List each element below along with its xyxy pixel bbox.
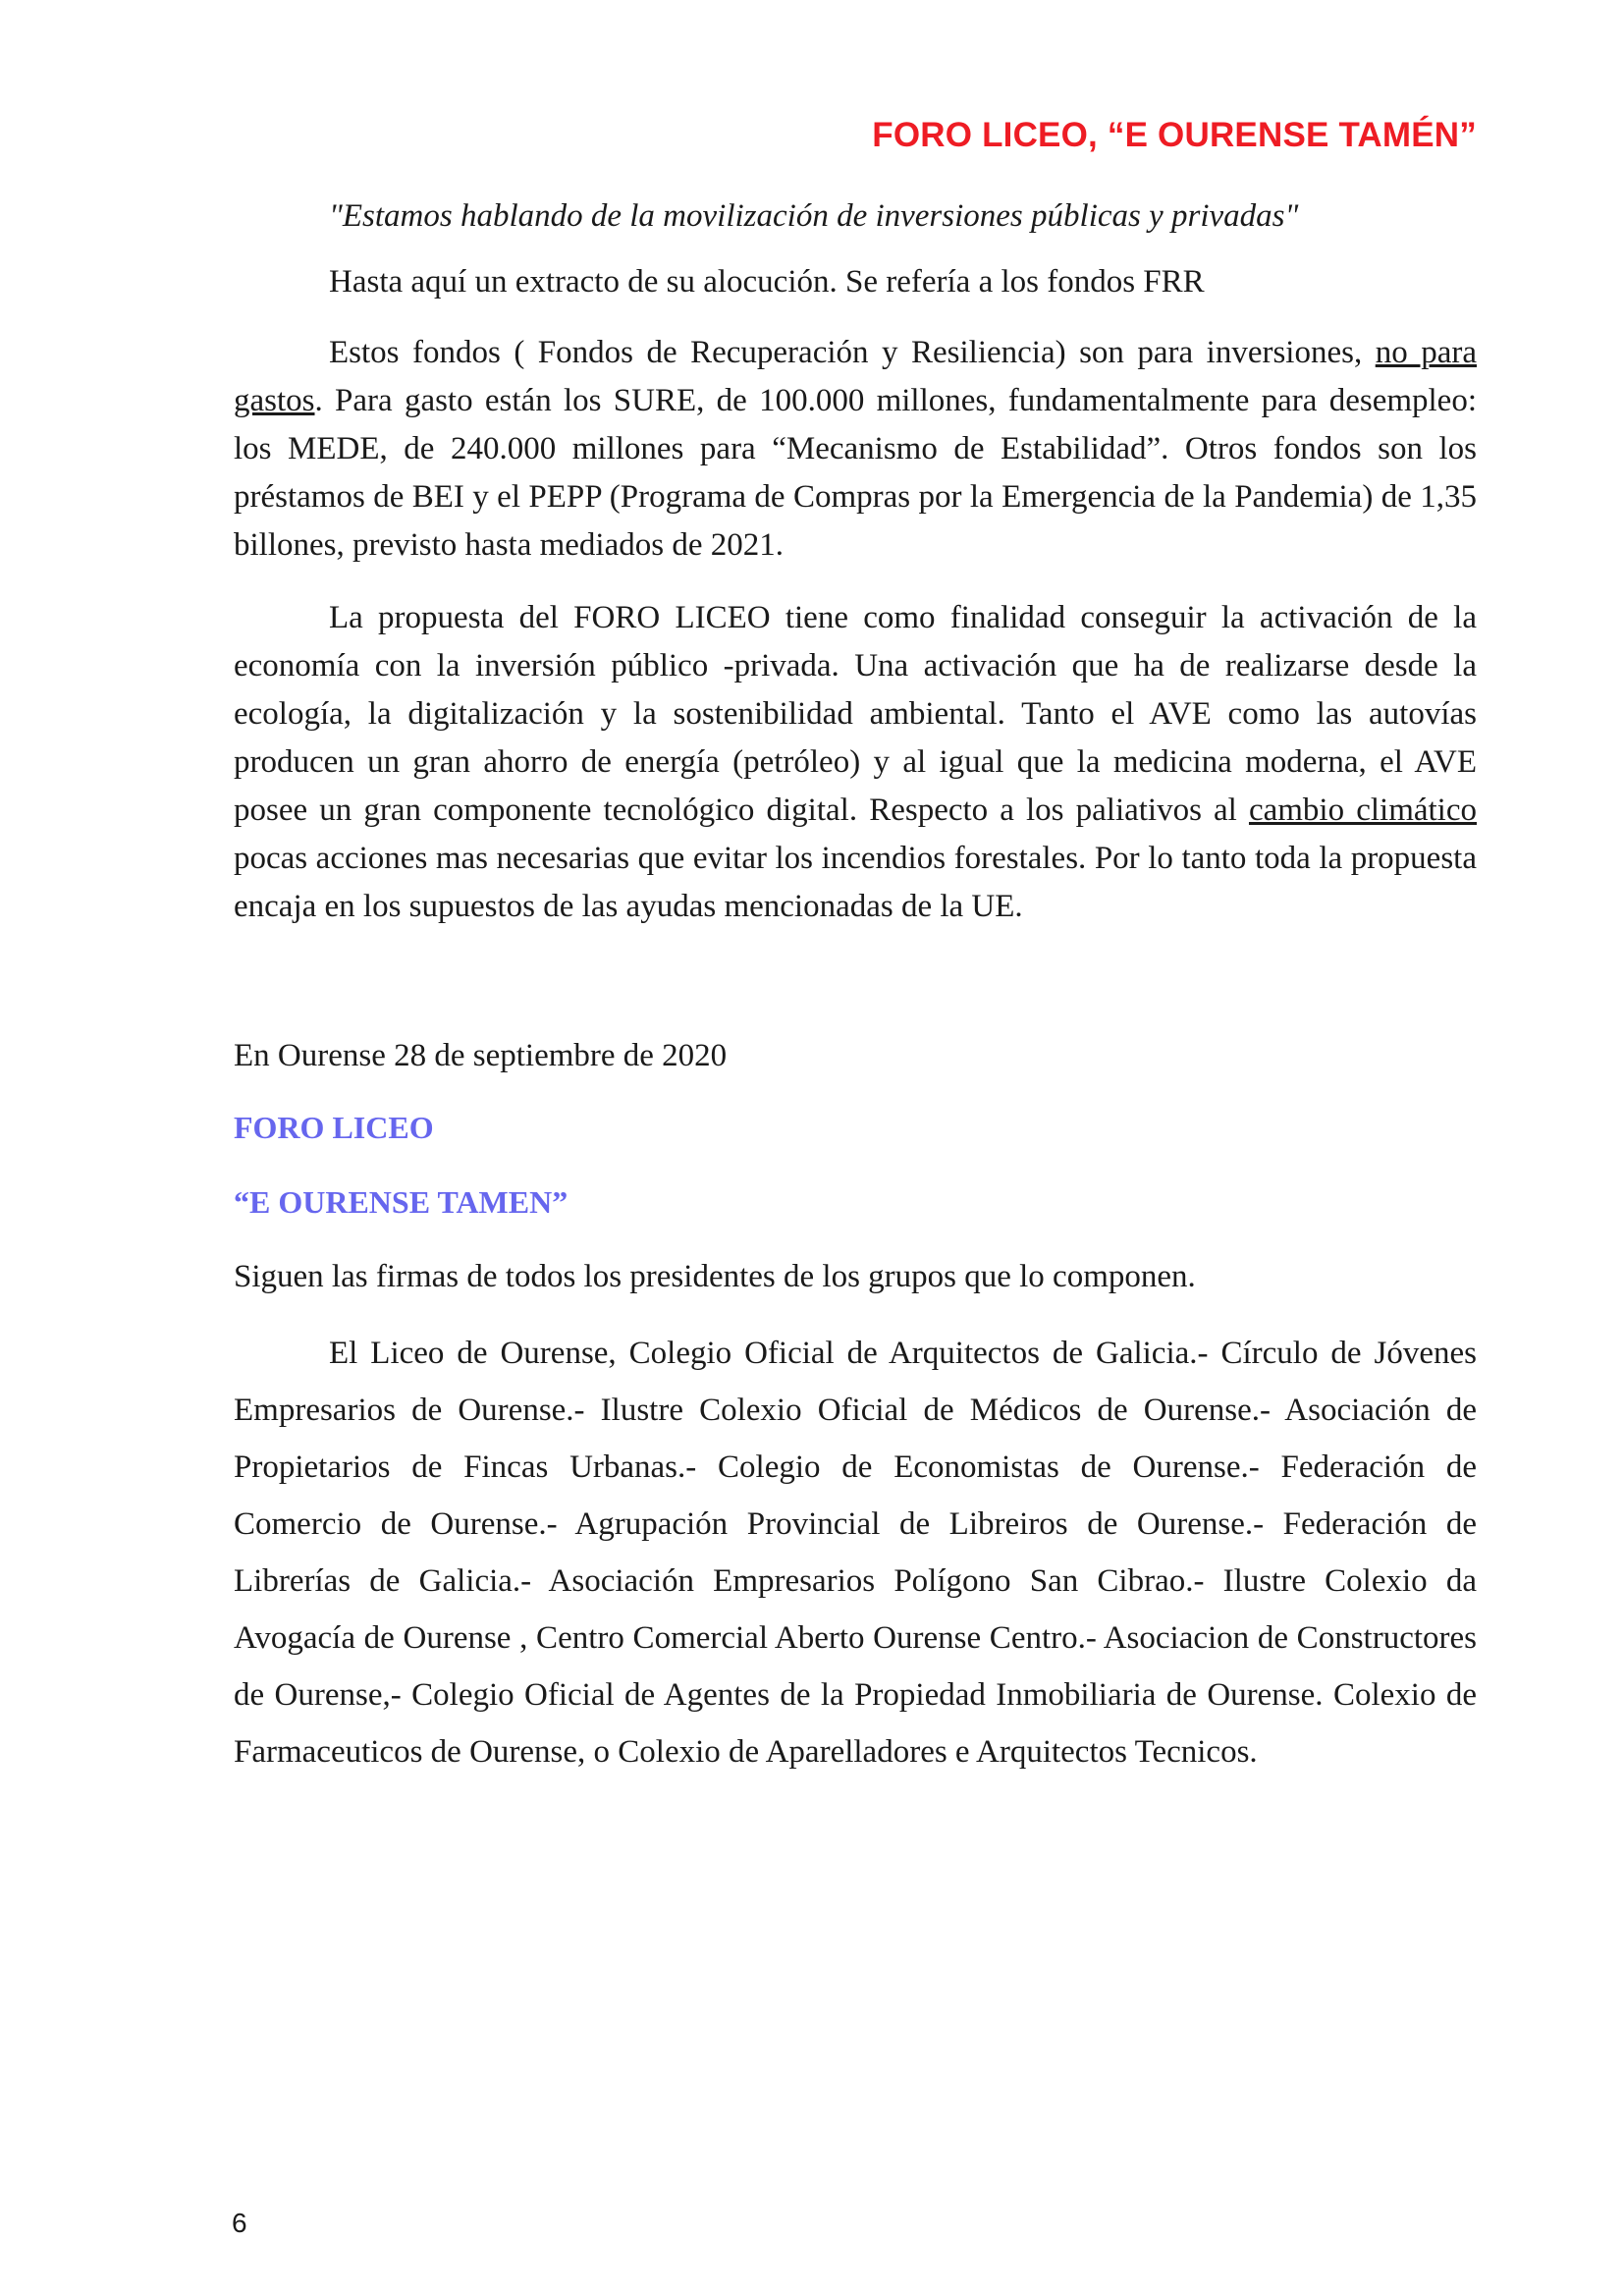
proposal-text-part1: La propuesta del FORO LICEO tiene como finalidad conseguir la activación de la economía con la inversión público -privada. Una activación que ha de realizarse desde la ecología, la digitalización y la sostenibilidad ambiental. Tanto el AVE como las autovías producen un gran ahorro de energía (petróleo) y al igual que la medicina moderna, el AVE posee un gran componente tecnológico digital. Respecto a los paliativos al <box>234 600 1477 828</box>
funds-paragraph <box>234 329 1477 570</box>
header-title: FORO LICEO, “E OURENSE TAMÉN” <box>872 116 1477 154</box>
funds-underlined-text: no para gastos <box>234 335 1477 418</box>
funds-text-part1: Estos fondos ( Fondos de Recuperación y Resiliencia) son para inversiones, <box>329 335 1376 370</box>
proposal-text-part2: pocas acciones mas necesarias que evitar los incendios forestales. Por lo tanto toda la propuesta encaja en los supuestos de las ayudas mencionadas de la UE. <box>234 841 1477 924</box>
quote-paragraph: "Estamos hablando de la movilización de inversiones públicas y privadas" <box>329 198 1299 234</box>
extract-paragraph: Hasta aquí un extracto de su alocución. Se refería a los fondos FRR <box>329 264 1205 300</box>
document-body <box>234 192 1477 1780</box>
funds-text-part2: . Para gasto están los SURE, de 100.000 millones, fundamentalmente para desempleo: los MEDE, de 240.000 millones para “Mecanismo de Estabilidad”. Otros fondos son los préstamos de BEI y el PEPP (Programa de Compras por la Emergencia de la Pandemia) de 1,35 billones, previsto hasta mediados de 2021. <box>234 383 1477 563</box>
proposal-paragraph <box>234 594 1477 931</box>
signature-slogan: “E OURENSE TAMEN” <box>234 1184 568 1220</box>
signature-org-name: FORO LICEO <box>234 1110 434 1145</box>
page-number: 6 <box>232 2208 247 2238</box>
proposal-underlined-text: cambio climático <box>1248 793 1477 828</box>
members-list: El Liceo de Ourense, Colegio Oficial de Arquitectos de Galicia.- Círculo de Jóvenes Empresarios de Ourense.- Ilustre Colexio Oficial de Médicos de Ourense.- Asociación de Propietarios de Fincas Urbanas.- Colegio de Economistas de Ourense.- Federación de Comercio de Ourense.- Agrupación Provincial de Libreiros de Ourense.- Federación de Librerías de Galicia.- Asociación Empresarios Polígono San Cibrao.- Ilustre Colexio da Avogacía de Ourense , Centro Comercial Aberto Ourense Centro.- Asociacion de Constructores de Ourense,- Colegio Oficial de Agentes de la Propiedad Inmobiliaria de Ourense. Colexio de Farmaceuticos de Ourense, o Colexio de Aparelladores e Arquitectos Tecnicos. <box>234 1336 1477 1770</box>
signatures-intro: Siguen las firmas de todos los presidentes de los grupos que lo componen. <box>234 1259 1196 1294</box>
section-spacer <box>234 956 1477 1032</box>
date-line: En Ourense 28 de septiembre de 2020 <box>234 1038 728 1073</box>
